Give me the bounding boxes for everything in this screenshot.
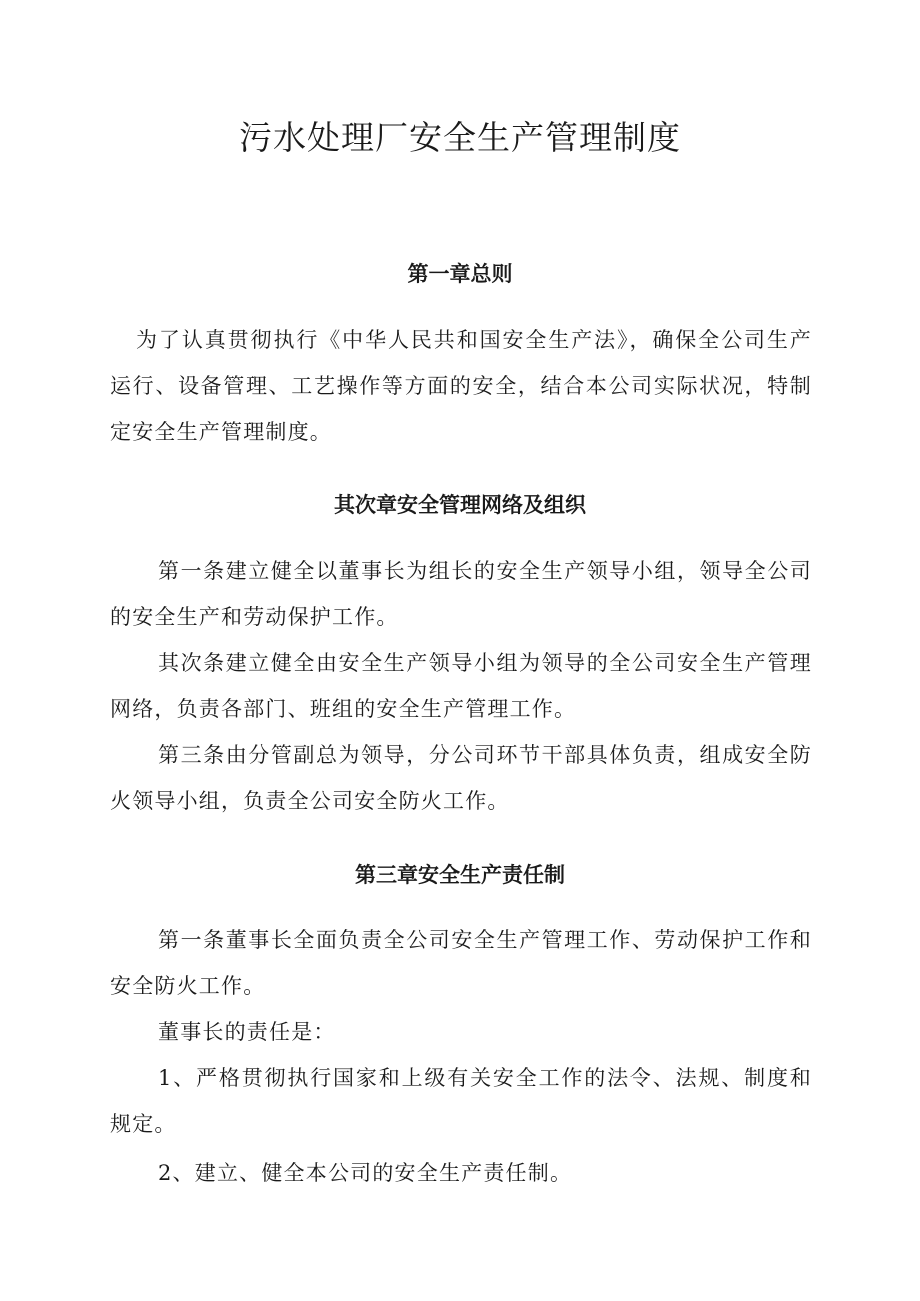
chapter-2-article-2: 其次条建立健全由安全生产领导小组为领导的全公司安全生产管理网络，负责各部门、班组的安全生产管理工作。 (110, 651, 812, 721)
chapter-3-heading: 第三章安全生产责任制 (355, 863, 565, 887)
chapter-1-heading: 第一章总则 (407, 262, 513, 286)
chapter-1-paragraph-1: 为了认真贯彻执行《中华人民共和国安全生产法》，确保全公司生产运行、设备管理、工艺操作等方面的安全，结合本公司实际状况，特制定安全生产管理制度。 (110, 328, 812, 444)
chapter-3-article-1: 第一条董事长全面负责全公司安全生产管理工作、劳动保护工作和安全防火工作。 (110, 928, 812, 998)
chapter-3-duty-item-2: 2、建立、健全本公司的安全生产责任制。 (158, 1161, 573, 1185)
chapter-3-duty-item-1: 1、严格贯彻执行国家和上级有关安全工作的法令、法规、制度和规定。 (110, 1066, 812, 1136)
chapter-2-article-3: 第三条由分管副总为领导，分公司环节干部具体负责，组成安全防火领导小组，负责全公司安全防火工作。 (110, 743, 812, 813)
chapter-2-article-1: 第一条建立健全以董事长为组长的安全生产领导小组，领导全公司的安全生产和劳动保护工作。 (110, 559, 812, 629)
chapter-2-heading: 其次章安全管理网络及组织 (334, 493, 586, 517)
document-title: 污水处理厂安全生产管理制度 (239, 118, 681, 157)
chapter-3-chairman-duties-label: 董事长的责任是： (158, 1020, 336, 1044)
